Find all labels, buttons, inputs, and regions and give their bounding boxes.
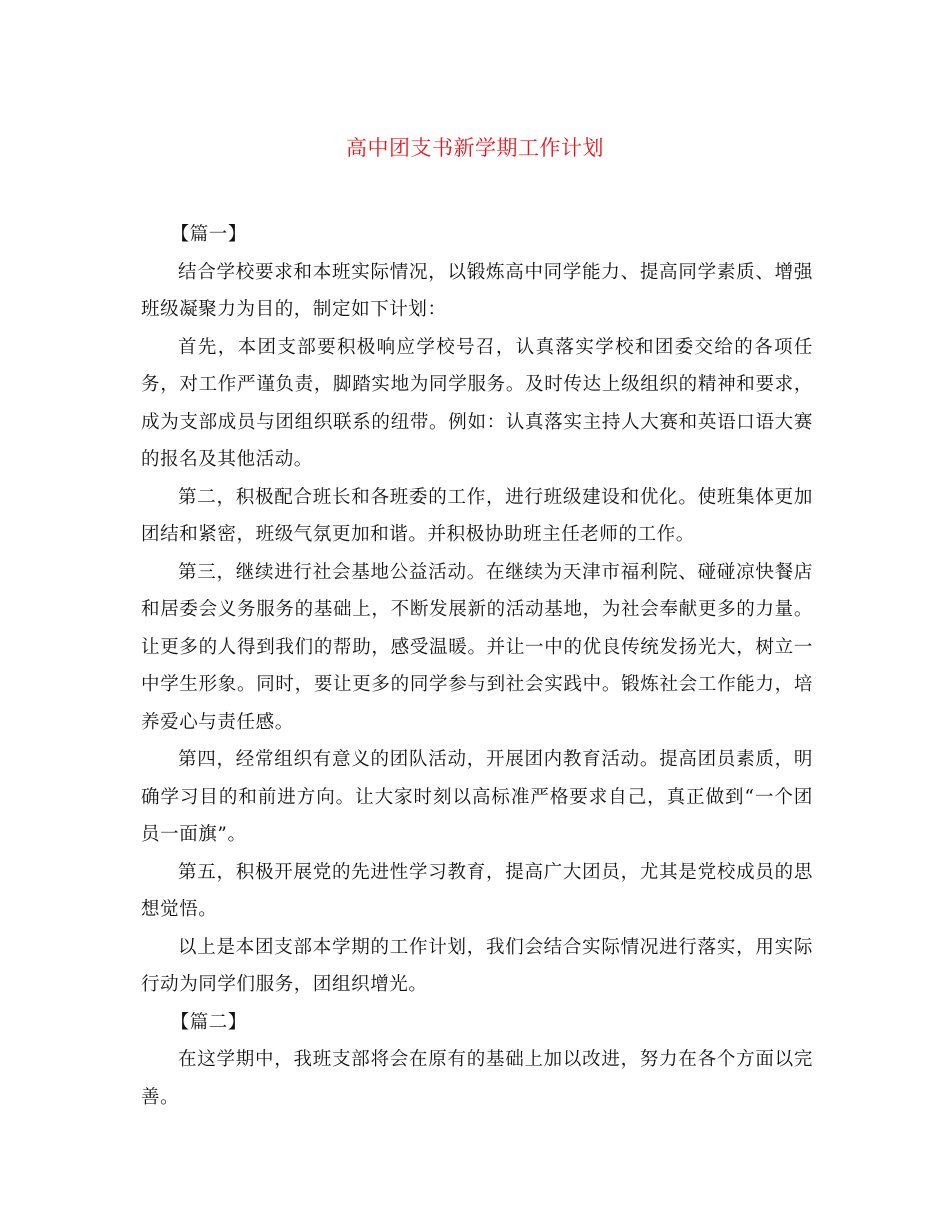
body-paragraph: 在这学期中，我班支部将会在原有的基础上加以改进，努力在各个方面以完善。 — [141, 1049, 813, 1108]
body-paragraph: 第二，积极配合班长和各班委的工作，进行班级建设和优化。使班集体更加团结和紧密，班级气氛更加和谐。并积极协助班主任老师的工作。 — [141, 486, 813, 545]
body-paragraph: 第四，经常组织有意义的团队活动，开展团内教育活动。提高团员素质，明确学习目的和前进方向。让大家时刻以高标准严格要求自己，真正做到“一个团员一面旗”。 — [141, 749, 813, 845]
document-title: 高中团支书新学期工作计划 — [346, 136, 604, 160]
section-heading: 【篇一】 — [170, 224, 247, 245]
section-heading: 【篇二】 — [170, 1011, 247, 1033]
body-paragraph: 结合学校要求和本班实际情况，以锻炼高中同学能力、提高同学素质、增强班级凝聚力为目的，制定如下计划： — [141, 261, 813, 320]
body-paragraph: 首先，本团支部要积极响应学校号召，认真落实学校和团委交给的各项任务，对工作严谨负责，脚踏实地为同学服务。及时传达上级组织的精神和要求，成为支部成员与团组织联系的纽带。例如：认真落实主持人大赛和英语口语大赛的报名及其他活动。 — [141, 336, 813, 470]
document-body — [141, 216, 813, 1116]
body-paragraph: 第五，积极开展党的先进性学习教育，提高广大团员，尤其是党校成员的思想觉悟。 — [141, 861, 813, 920]
body-paragraph: 以上是本团支部本学期的工作计划，我们会结合实际情况进行落实，用实际行动为同学们服务，团组织增光。 — [141, 936, 813, 995]
body-paragraph: 第三，继续进行社会基地公益活动。在继续为天津市福利院、碰碰凉快餐店和居委会义务服务的基础上，不断发展新的活动基地，为社会奉献更多的力量。让更多的人得到我们的帮助，感受温暖。并让一中的优良传统发扬光大，树立一中学生形象。同时，要让更多的同学参与到社会实践中。锻炼社会工作能力，培养爱心与责任感。 — [141, 561, 813, 733]
